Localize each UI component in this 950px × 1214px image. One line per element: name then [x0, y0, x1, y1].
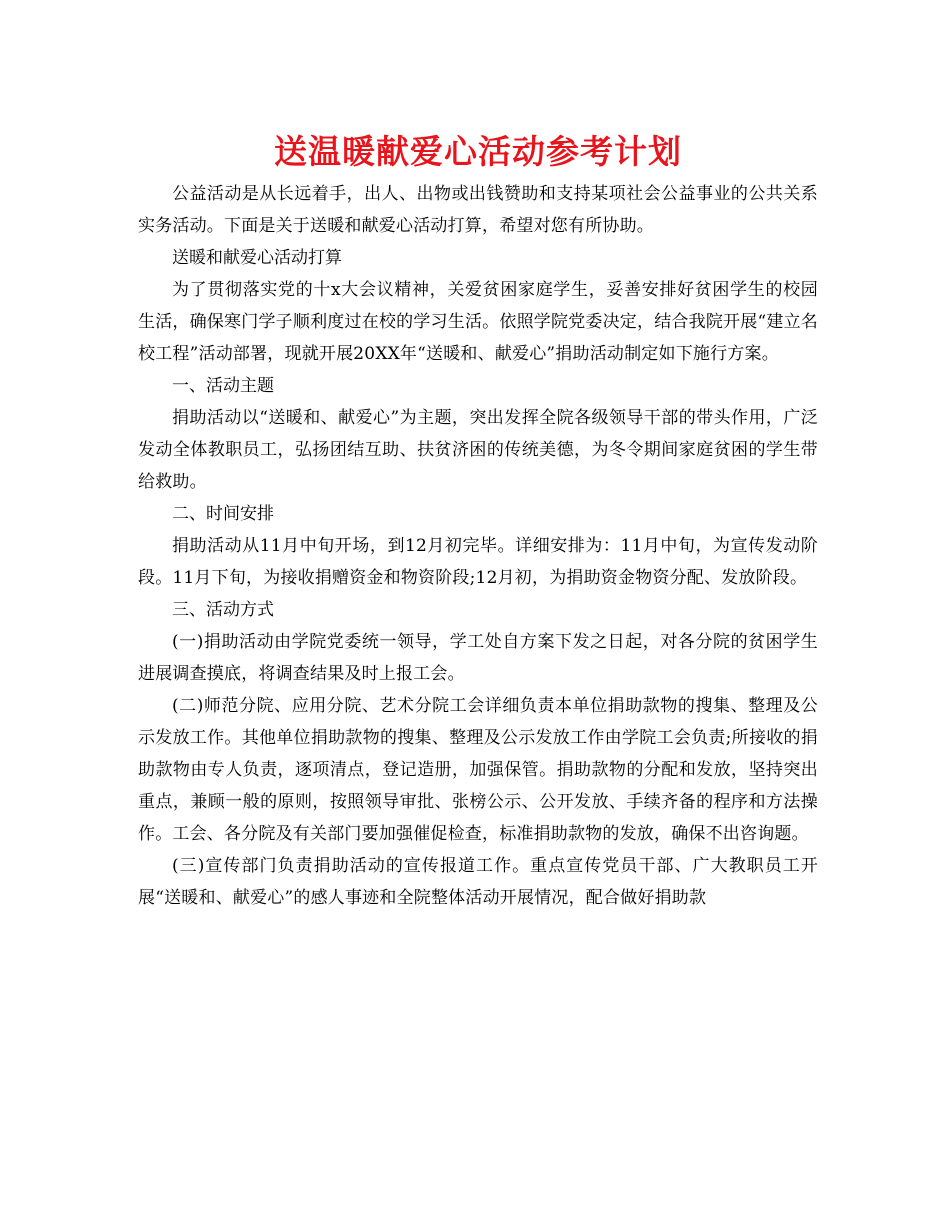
paragraph-method-3: (三)宣传部门负责捐助活动的宣传报道工作。重点宣传党员干部、广大教职员工开展“送暖和、献爱心”的感人事迹和全院整体活动开展情况，配合做好捐助款 — [138, 856, 818, 908]
paragraph-method-1: (一)捐助活动由学院党委统一领导，学工处自方案下发之日起，对各分院的贫困学生进展调查摸底，将调查结果及时上报工会。 — [138, 632, 818, 684]
paragraph-schedule: 捐助活动从11月中旬开场，到12月初完毕。详细安排为：11月中旬，为宣传发动阶段。11月下旬，为接收捐赠资金和物资阶段;12月初，为捐助资金物资分配、发放阶段。 — [138, 536, 818, 588]
paragraph-theme: 捐助活动以“送暖和、献爱心”为主题，突出发挥全院各级领导干部的带头作用，广泛发动全体教职员工，弘扬团结互助、扶贫济困的传统美德，为冬令期间家庭贫困的学生带给救助。 — [138, 408, 818, 492]
section-heading-method: 三、活动方式 — [172, 600, 274, 620]
document-page — [138, 128, 818, 914]
paragraph-method-2: (二)师范分院、应用分院、艺术分院工会详细负责本单位捐助款物的搜集、整理及公示发放工作。其他单位捐助款物的搜集、整理及公示发放工作由学院工会负责;所接收的捐助款物由专人负责，逐项清点，登记造册，加强保管。捐助款物的分配和发放，坚持突出重点，兼顾一般的原则，按照领导审批、张榜公示、公开发放、手续齐备的程序和方法操作。工会、各分院及有关部门要加强催促检查，标准捐助款物的发放，确保不出咨询题。 — [138, 696, 818, 844]
section-heading-schedule: 二、时间安排 — [172, 504, 274, 524]
section-heading-theme: 一、活动主题 — [172, 376, 274, 396]
document-title: 送温暖献爱心活动参考计划 — [274, 132, 682, 171]
paragraph-intro: 公益活动是从长远着手，出人、出物或出钱赞助和支持某项社会公益事业的公共关系实务活动。下面是关于送暖和献爱心活动打算，希望对您有所协助。 — [138, 184, 818, 236]
paragraph-purpose: 为了贯彻落实党的十x大会议精神，关爱贫困家庭学生，妥善安排好贫困学生的校园生活，确保寒门学子顺利度过在校的学习生活。依照学院党委决定，结合我院开展“建立名校工程”活动部署，现就开展20XX年“送暖和、献爱心”捐助活动制定如下施行方案。 — [138, 280, 818, 364]
section-heading-plan: 送暖和献爱心活动打算 — [172, 248, 342, 268]
